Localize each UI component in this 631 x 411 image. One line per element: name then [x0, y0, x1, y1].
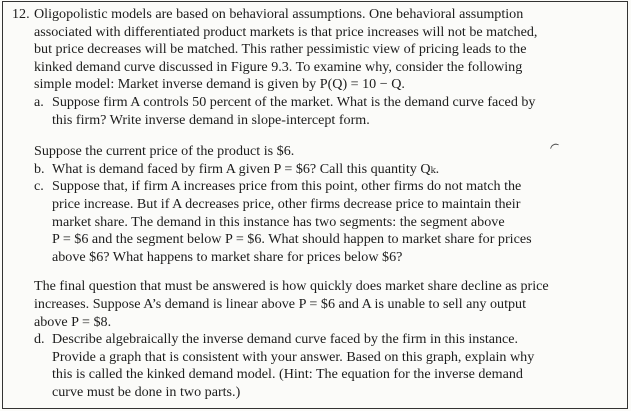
part-c-line-2: price increase. But if A decreases price, other firms decrease price to maintain their	[52, 195, 521, 212]
part-c-label: c.	[34, 178, 44, 195]
final-question-line-1: The final question that must be answered is how quickly does market share decline as price	[34, 278, 549, 295]
final-question-line-3: above P = $8.	[34, 313, 112, 330]
part-c-line-3: market share. The demand in this instance has two segments: the segment above	[52, 213, 505, 230]
intro-line-2: associated with differentiated product markets is that price increases will not be matched,	[34, 23, 538, 40]
part-b-label: b.	[34, 160, 45, 177]
part-a-label: a.	[34, 93, 44, 110]
part-d-line-3: this is called the kinked demand model. (Hint: The equation for the inverse demand	[52, 366, 523, 383]
part-d-label: d.	[34, 331, 45, 348]
current-price-statement: Suppose the current price of the product is $6.	[34, 143, 295, 160]
intro-line-4: kinked demand curve discussed in Figure 9.3. To examine why, consider the following	[34, 58, 523, 75]
part-a-line-1: a. Suppose firm A controls 50 percent of the market. What is the demand curve faced by	[34, 93, 536, 110]
final-question-line-2: increases. Suppose A’s demand is linear above P = $6 and A is unable to sell any output	[34, 295, 527, 312]
part-d-line-2: Provide a graph that is consistent with your answer. Based on this graph, explain why	[52, 348, 535, 365]
intro-line-5: simple model: Market inverse demand is given by P(Q) = 10 − Q.	[34, 76, 405, 93]
part-c-line-5: above $6? What happens to market share for prices below $6?	[52, 248, 403, 265]
intro-line-1: 12. Oligopolistic models are based on behavioral assumptions. One behavioral assumption	[8, 6, 622, 24]
part-d-line-4: curve must be done in two parts.)	[52, 383, 241, 400]
part-a-line-2: this firm? Write inverse demand in slope-intercept form.	[52, 111, 370, 128]
problem-number: 12.	[12, 6, 30, 22]
part-b-line-1: b. What is demand faced by firm A given P = $6? Call this quantity Qₖ.	[34, 160, 440, 177]
problem-12	[8, 6, 622, 401]
spacer	[8, 129, 622, 143]
part-d-line-1: d. Describe algebraically the inverse demand curve faced by the firm in this instance.	[34, 331, 519, 348]
part-c-line-4: P = $6 and the segment below P = $6. What should happen to market share for prices	[52, 231, 532, 248]
spacer	[8, 266, 622, 278]
part-c-line-1: c. Suppose that, if firm A increases price from this point, other firms do not match the	[34, 178, 522, 195]
intro-line-3: but price decreases will be matched. This rather pessimistic view of pricing leads to the	[34, 41, 527, 58]
